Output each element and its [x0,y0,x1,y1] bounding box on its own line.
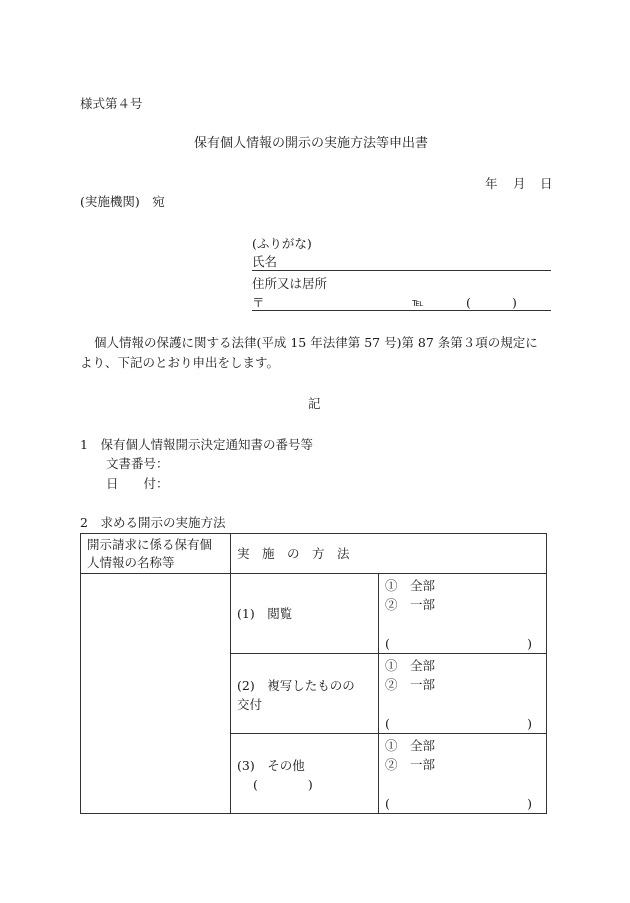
date-year-label: 年 [485,176,498,191]
method-2-paren-open: ( [385,716,390,731]
method-2-cell [231,654,379,734]
method-3-label: (3) その他 [237,758,305,773]
tel-paren-open: ( [466,295,471,310]
method-3-paren-close: ) [527,796,532,811]
method-1-cell [231,574,379,654]
name-label: 氏名 [252,254,278,269]
tel-paren-close: ) [512,295,517,310]
method-2-opt-part[interactable]: ② 一部 [385,677,436,692]
header-cell-method [231,534,547,574]
method-table [80,533,547,814]
method-3-paren-open: ( [385,796,390,811]
info-name-cell[interactable] [81,574,231,814]
address-label: 住所又は居所 [252,276,328,291]
form-number: 様式第４号 [80,96,143,111]
method-1-paren-close: ) [527,636,532,651]
date-day-label: 日 [540,176,553,191]
method-3-opt-all[interactable]: ① 全部 [385,738,436,753]
method-1-opt-part[interactable]: ② 一部 [385,597,436,612]
section2-heading: 2 求める開示の実施方法 [80,515,226,530]
method-1-label: (1) 閲覧 [237,606,293,621]
method-2-opt-all[interactable]: ① 全部 [385,658,436,673]
tel-mark: ℡ [412,296,424,309]
body-line-1: 個人情報の保護に関する法律(平成 15 年法律第 57 号)第 87 条第３項の規定に [94,335,538,350]
header-right-label: 実 施 の 方 法 [237,546,350,561]
method-2-options[interactable] [379,654,547,734]
ki-heading: 記 [308,396,321,411]
method-3-cell [231,734,379,814]
body-line-2: より、下記のとおり申出をします。 [80,355,280,370]
method-3-sub: ( ) [253,777,313,792]
doc-number-label: 文書番号： [106,456,169,471]
furigana-label: (ふりがな) [252,236,312,251]
header-left-line-2: 人情報の名称等 [87,555,175,570]
addressee: (実施機関) 宛 [80,194,165,209]
name-underline [252,270,551,271]
method-2-paren-close: ) [527,716,532,731]
notice-date-label: 日 付： [106,476,169,491]
method-2-label: (2) 複写したものの [237,678,355,693]
method-1-options[interactable] [379,574,547,654]
method-3-options[interactable] [379,734,547,814]
page-title: 保有個人情報の開示の実施方法等申出書 [194,136,429,151]
date-month-label: 月 [513,176,526,191]
header-cell-info-name [81,534,231,574]
method-1-opt-all[interactable]: ① 全部 [385,578,436,593]
header-left-line-1: 開示請求に係る保有個 [87,537,213,552]
postal-mark: 〒 [252,295,265,310]
address-underline [252,310,551,311]
section1-heading: 1 保有個人情報開示決定通知書の番号等 [80,437,313,452]
method-1-paren-open: ( [385,636,390,651]
method-2-sub: 交付 [237,697,263,712]
method-3-opt-part[interactable]: ② 一部 [385,757,436,772]
